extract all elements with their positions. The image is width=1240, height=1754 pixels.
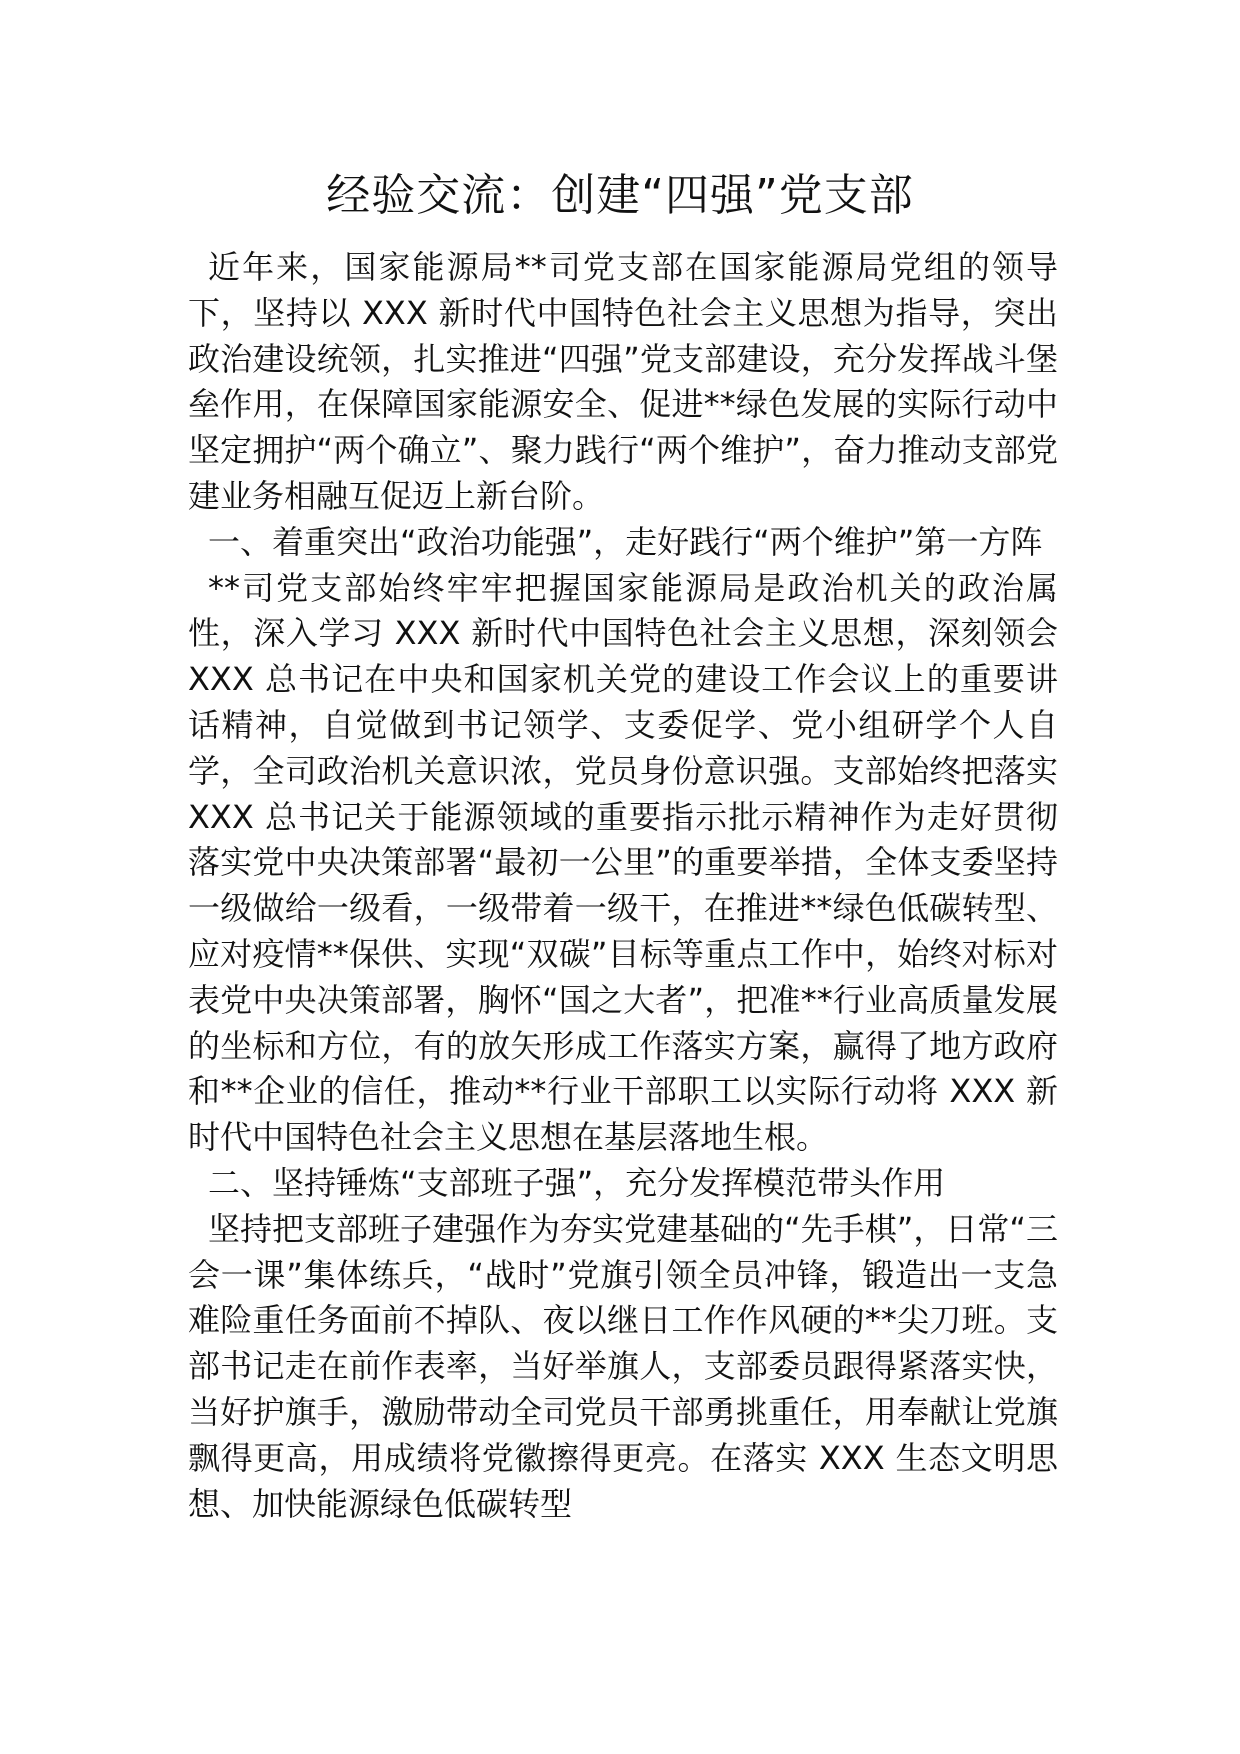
paragraph-section-2: 坚持把支部班子建强作为夯实党建基础的“先手棋”，日常“三会一课”集体练兵，“战时”党旗引领全员冲锋，锻造出一支急难险重任务面前不掉队、夜以继日工作作风硬的**尖刀班。支部书记走在前作表率，当好举旗人，支部委员跟得紧落实快，当好护旗手，激励带动全司党员干部勇挑重任，用奉献让党旗飘得更高，用成绩将党徽擦得更亮。在落实 XXX 生态文明思想、加快能源绿色低碳转型 <box>188 1209 1058 1523</box>
paragraph-intro: 近年来，国家能源局**司党支部在国家能源局党组的领导下，坚持以 XXX 新时代中国特色社会主义思想为指导，突出政治建设统领，扎实推进“四强”党支部建设，充分发挥战斗堡垒作用，在保障国家能源安全、促进**绿色发展的实际行动中坚定拥护“两个确立”、聚力践行“两个维护”，奋力推动支部党建业务相融互促迈上新台阶。 <box>188 248 1058 515</box>
document-body <box>188 245 1058 1527</box>
section-heading-2: 二、坚持锤炼“支部班子强”，充分发挥模范带头作用 <box>208 1163 946 1202</box>
document-title: 经验交流：创建“四强”党支部 <box>326 170 914 221</box>
section-heading-1: 一、着重突出“政治功能强”，走好践行“两个维护”第一方阵 <box>208 522 1043 561</box>
paragraph-section-1: **司党支部始终牢牢把握国家能源局是政治机关的政治属性，深入学习 XXX 新时代中国特色社会主义思想，深刻领会 XXX 总书记在中央和国家机关党的建设工作会议上的重要讲话精神，自觉做到书记领学、支委促学、党小组研学个人自学，全司政治机关意识浓，党员身份意识强。支部始终把落实 XXX 总书记关于能源领域的重要指示批示精神作为走好贯彻落实党中央决策部署“最初一公里”的重要举措，全体支委坚持一级做给一级看，一级带着一级干，在推进**绿色低碳转型、应对疫情**保供、实现“双碳”目标等重点工作中，始终对标对表党中央决策部署，胸怀“国之大者”，把准**行业高质量发展的坐标和方位，有的放矢形成工作落实方案，赢得了地方政府和**企业的信任，推动**行业干部职工以实际行动将 XXX 新时代中国特色社会主义思想在基层落地生根。 <box>188 568 1058 1157</box>
